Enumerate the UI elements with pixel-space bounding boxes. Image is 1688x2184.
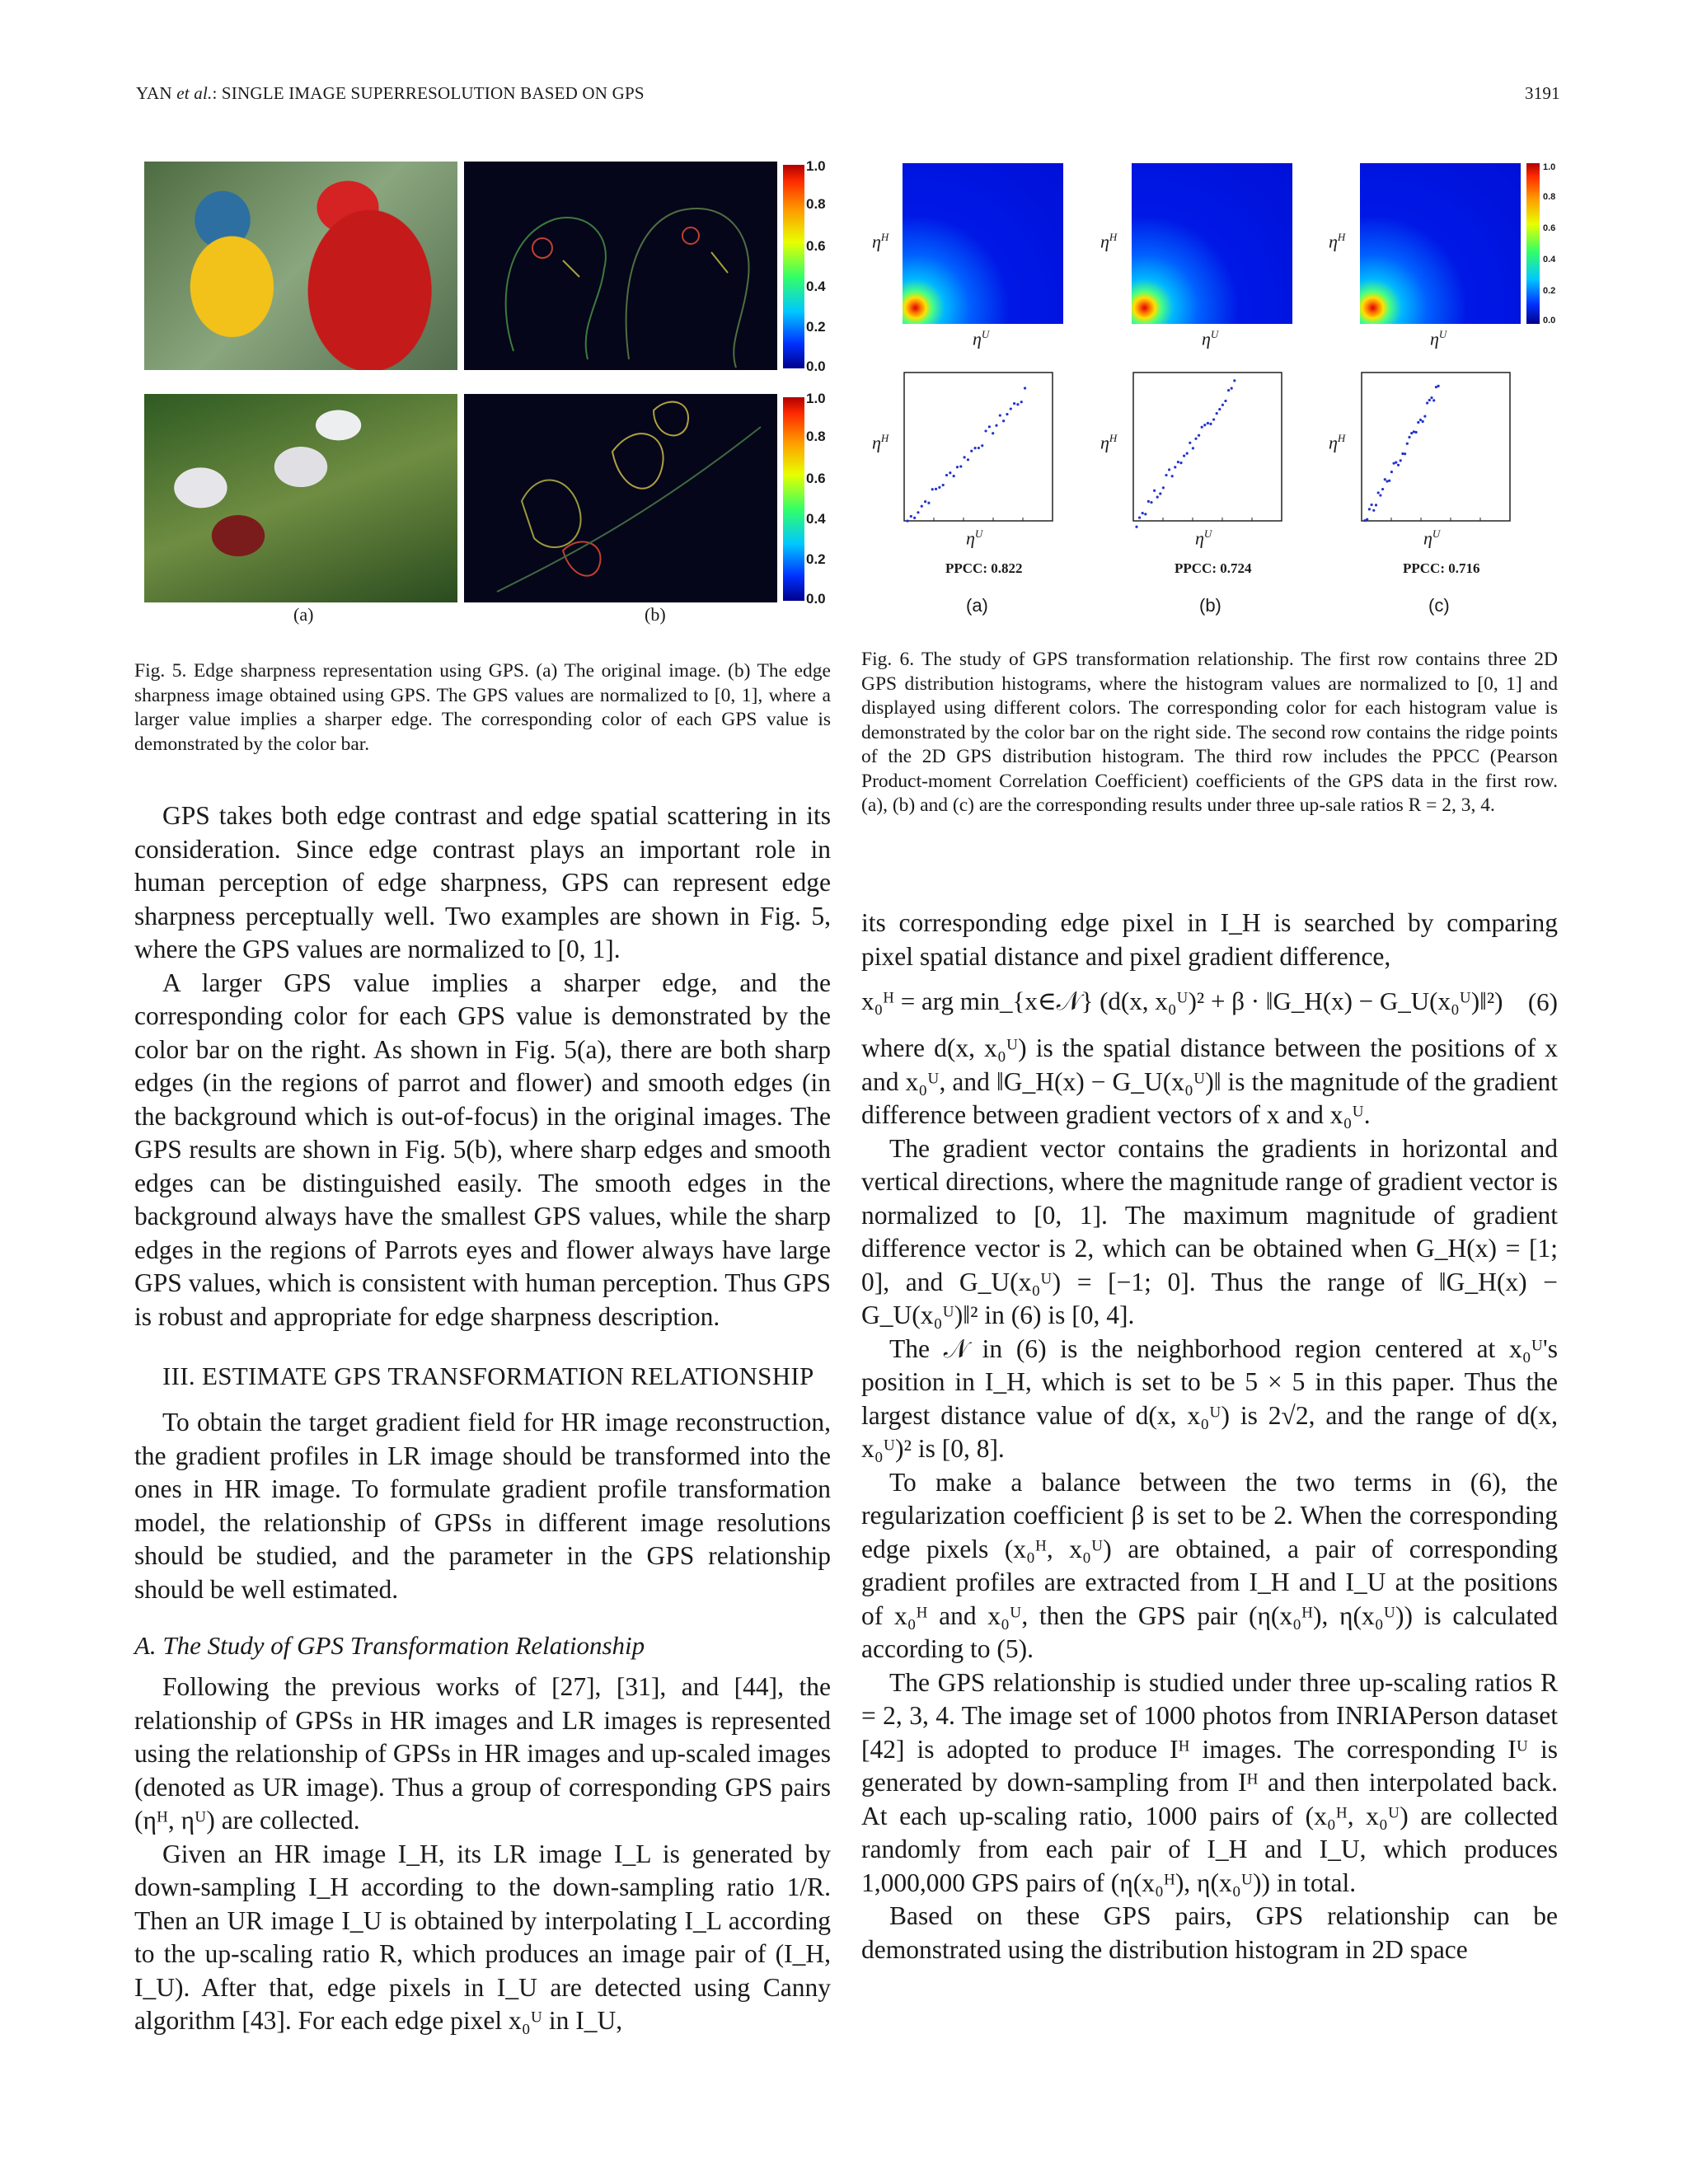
scatter-point [1135,526,1137,528]
scatter-point [1174,466,1176,468]
fig6-label-b: (b) [1199,595,1221,616]
scatter-point [973,447,976,449]
scatter-point [1379,494,1381,496]
scatter-point [1147,500,1150,503]
scatter-point [1207,422,1209,424]
parrot-photo [144,162,457,370]
scatter-point [1432,399,1435,401]
scatter-point [1150,501,1152,504]
scatter-point [1142,512,1144,514]
fig6-caption: Fig. 6. The study of GPS transformation relationship. The first row contains three 2D GPS distribution histograms, where the histogram values are normalized to [0, 1] and displayed using different colors. The corresponding color for each histogram value is demonstrated by the color bar on the right side. The second row contains the ridge points of the 2D GPS distribution histogram. The third row includes the PPCC (Pearson Product-moment Correlation Coefficient) coefficients of the GPS data in the first row. (a), (b) and (c) are the corresponding results under three up-sale ratios R = 2, 3, 4. [861,649,1558,816]
scatter-point [1377,491,1380,494]
scatter-point [1384,478,1386,480]
scatter-point [1006,413,1008,415]
scatter-point [1233,379,1236,382]
scatter-point [984,429,987,432]
scatter-point [1156,496,1159,499]
left-paragraph-2: A larger GPS value implies a sharper edge, and the corresponding color for each GPS value is demonstrated by the color bar on the right. As shown in Fig. 5(a), there are both sharp edges (in the regions of parrot and flower) and smooth edges (in the background which is out-of-focus) in the original images. The GPS results are shown in Fig. 5(b), where sharp edges and smooth edges can be distinguished easily. The smooth edges in the background always have the smallest GPS values, while the sharp edges in the regions of Parrots eyes and flower always have large GPS values, which is consistent with human perception. Thus GPS is robust and appropriate for edge sharpness description. [134,968,831,1331]
scatter-point [1168,468,1170,471]
right-column [861,907,1558,1966]
scatter-frame [904,373,1053,521]
left-paragraph-4: Following the previous works of [27], [31], and [44], the relationship of GPSs in HR images and LR images is represented using the relationship of GPSs in HR images and up-scaled images (denoted as UR image). Thus a group of corresponding GPS pairs (ηᴴ, ηᵁ) are collected. [134,1672,831,1835]
scatter-point [924,500,926,503]
scatter-point [938,486,940,489]
scatter-point [1020,401,1023,403]
scatter-point [1413,430,1415,433]
scatter-point [1224,400,1226,402]
scatter-point [1198,434,1200,437]
equation-6-body: x₀ᴴ = arg min_{x∈𝒩} (d(x, x₀ᵁ)² + β · ‖G_H(x) − G_U(x₀ᵁ)‖²) [861,987,1503,1015]
scatter-point [1218,408,1221,410]
scatter-point [1422,420,1424,423]
scatter-point [1406,443,1409,445]
scatter-point [945,474,948,476]
scatter-frame [1362,373,1510,521]
scatter-point [1410,432,1413,434]
section-heading: III. ESTIMATE GPS TRANSFORMATION RELATIONSHIP [162,1361,814,1390]
fig5-colorbar-bottom [783,397,804,601]
scatter-point [1201,426,1203,429]
fig5-colorbar-top [783,165,804,368]
scatter-point [1419,419,1422,421]
fig5-label-a: (a) [293,604,314,625]
scatter-point [1209,423,1212,425]
running-title: YAN et al.: SINGLE IMAGE SUPERRESOLUTION BASED ON GPS [136,83,645,103]
scatter-point [949,471,951,474]
scatter-point [1430,396,1432,399]
scatter-point [1024,387,1026,389]
scatter-point [992,432,994,434]
fig6-colorbar [1526,163,1540,324]
fig6-histogram-c [1360,163,1521,324]
scatter-point [1417,421,1419,424]
scatter-point [1177,461,1179,463]
scatter-point [1194,438,1197,440]
subsection-heading: A. The Study of GPS Transformation Relationship [134,1631,645,1660]
scatter-point [942,484,945,486]
page-number: 3191 [1525,83,1560,103]
fig6-ppcc-a: PPCC: 0.822 [945,560,1023,576]
scatter-point [964,456,966,458]
scatter-point [921,505,923,508]
right-paragraph-4: The 𝒩 in (6) is the neighborhood region centered at x₀ᵁ's position in I_H, which is set to be 5 × 5 in this paper. Thus the largest distance value of d(x, x₀ᵁ) is 2√2, and the range of d(x, x₀ᵁ)² is [0, 8]. [861,1333,1558,1463]
right-paragraph-7: Based on these GPS pairs, GPS relationship can be demonstrated using the distribution histogram in 2D space [861,1901,1558,1964]
scatter-point [906,520,908,523]
scatter-point [1386,480,1388,482]
scatter-point [1390,471,1393,473]
fig6-histogram-b [1132,163,1292,324]
fig6-ridge-scatter-plots [894,369,1537,534]
scatter-point [1400,459,1402,462]
scatter-point [1189,442,1191,444]
scatter-point [1002,419,1005,422]
scatter-point [1437,385,1440,387]
scatter-point [927,502,930,504]
scatter-point [1381,488,1384,490]
scatter-point [1153,490,1156,492]
flower-gps-image [464,394,777,602]
fig6-ppcc-b: PPCC: 0.724 [1175,560,1252,576]
scatter-point [1388,480,1390,482]
scatter-point [1372,509,1375,512]
scatter-point [967,458,969,461]
fig6-label-a: (a) [966,595,988,616]
fig5-label-b: (b) [645,604,666,625]
scatter-point [988,425,991,428]
parrot-gps-image [464,162,777,370]
parrot-edge-lines [464,162,777,370]
fig5-caption: Fig. 5. Edge sharpness representation using GPS. (a) The original image. (b) The edge sharpness image obtained using GPS. The GPS values are normalized to [0, 1], where a larger value implies a sharper edge. The corresponding color of each GPS value is demonstrated by the color bar. [134,660,831,755]
scatter-point [1216,412,1218,415]
scatter-point [956,466,959,468]
scatter-point [1231,387,1233,390]
left-column [134,799,831,2038]
scatter-point [1010,407,1012,410]
scatter-point [1162,486,1165,489]
scatter-point [1428,399,1431,401]
scatter-point [1375,504,1377,506]
fig6-ppcc-c: PPCC: 0.716 [1403,560,1480,576]
scatter-point [1227,389,1230,391]
scatter-point [953,475,955,477]
scatter-point [1371,504,1373,506]
scatter-point [978,447,980,449]
scatter-frame [1133,373,1282,521]
scatter-point [1363,519,1366,522]
scatter-point [910,515,912,518]
scatter-point [1138,516,1141,518]
right-paragraph-2: where d(x, x₀ᵁ) is the spatial distance between the positions of x and x₀ᵁ, and ‖G_H(x) − G_U(x₀ᵁ)‖ is the magnitude of the gradient difference between gradient vectors of x and x₀ᵁ. [861,1033,1558,1129]
scatter-point [1404,452,1406,455]
scatter-point [1013,402,1015,405]
scatter-point [913,517,916,519]
scatter-point [995,424,997,427]
right-paragraph-3: The gradient vector contains the gradients in horizontal and vertical directions, where the magnitude range of gradient vector is normalized to [0, 1]. The maximum magnitude of gradient difference vector is 2, which can be obtained when G_H(x) = [1; 0], and G_U(x₀ᵁ) = [−1; 0]. Thus the range of ‖G_H(x) − G_U(x₀ᵁ)‖² in (6) is [0, 4]. [861,1133,1558,1329]
scatter-point [1415,431,1418,434]
right-paragraph-5: To make a balance between the two terms in (6), the regularization coefficient β is set to be 2. When the corresponding edge pixels (x₀ᴴ, x₀ᵁ) are obtained, a pair of corresponding gradient profiles are extracted from I_H and I_U at the positions of x₀ᴴ and x₀ᵁ, then the GPS pair (η(x₀ᴴ), η(x₀ᵁ)) is calculated according to (5). [861,1467,1558,1663]
scatter-point [1423,415,1426,418]
scatter-point [959,465,962,467]
scatter-point [1171,475,1174,477]
scatter-point [1395,462,1397,464]
fig6-label-c: (c) [1428,595,1450,616]
scatter-point [1179,462,1182,464]
scatter-point [1165,474,1167,476]
right-paragraph-1: its corresponding edge pixel in I_H is searched by comparing pixel spatial distance and pixel gradient difference, [861,908,1558,971]
scatter-point [931,488,934,490]
scatter-point [1192,447,1194,449]
equation-6 [861,987,1558,1017]
scatter-point [1397,464,1400,466]
scatter-point [1186,452,1189,455]
scatter-point [1408,436,1410,438]
scatter-point [1426,401,1428,404]
fig6-histogram-a [903,163,1063,324]
scatter-point [981,444,983,447]
scatter-point [1221,404,1224,406]
scatter-point [1016,403,1019,405]
left-paragraph-3: To obtain the target gradient field for HR image reconstruction, the gradient profiles in LR image should be transformed into the ones in HR image. To formulate gradient profile transformation model, the relationship of GPSs in different image resolutions should be studied, and the parameter in the GPS relationship should be well estimated. [134,1408,831,1604]
scatter-point [970,450,973,452]
equation-6-number: (6) [1527,987,1558,1016]
scatter-point [917,511,919,513]
scatter-point [935,488,937,490]
scatter-point [1159,492,1161,494]
scatter-point [1368,508,1371,510]
scatter-point [1144,513,1146,515]
flower-photo [144,394,457,602]
left-paragraph-1: GPS takes both edge contrast and edge spatial scattering in its consideration. Since edge contrast plays an important role in human perception of edge sharpness, GPS can represent edge sharpness perceptually well. Two examples are shown in Fig. 5, where the GPS values are normalized to [0, 1]. [134,801,831,963]
scatter-point [1183,454,1185,457]
right-paragraph-6: The GPS relationship is studied under three up-scaling ratios R = 2, 3, 4. The image set of 1000 photos from INRIAPerson dataset [42] is adopted to produce Iᴴ images. The corresponding Iᵁ is generated by down-sampling from Iᴴ and then interpolated back. At each up-scaling ratio, 1000 pairs of (x₀ᴴ, x₀ᵁ) are collected randomly from each pair of I_H and I_U, which produces 1,000,000 GPS pairs of (η(x₀ᴴ), η(x₀ᵁ)) in total. [861,1667,1558,1897]
scatter-point [1212,418,1215,420]
left-paragraph-5: Given an HR image I_H, its LR image I_L is generated by down-sampling I_H according to the down-sampling ratio 1/R. Then an UR image I_U is obtained by interpolating I_L according to the up-scaling ratio R, which produces an image pair of (I_H, I_U). After that, edge pixels in I_U are detected using Canny algorithm [43]. For each edge pixel x₀ᵁ in I_U, [134,1839,831,2035]
scatter-point [999,414,1001,416]
scatter-point [1203,424,1206,426]
flower-edge-lines [464,394,777,602]
scatter-point [1366,518,1368,521]
